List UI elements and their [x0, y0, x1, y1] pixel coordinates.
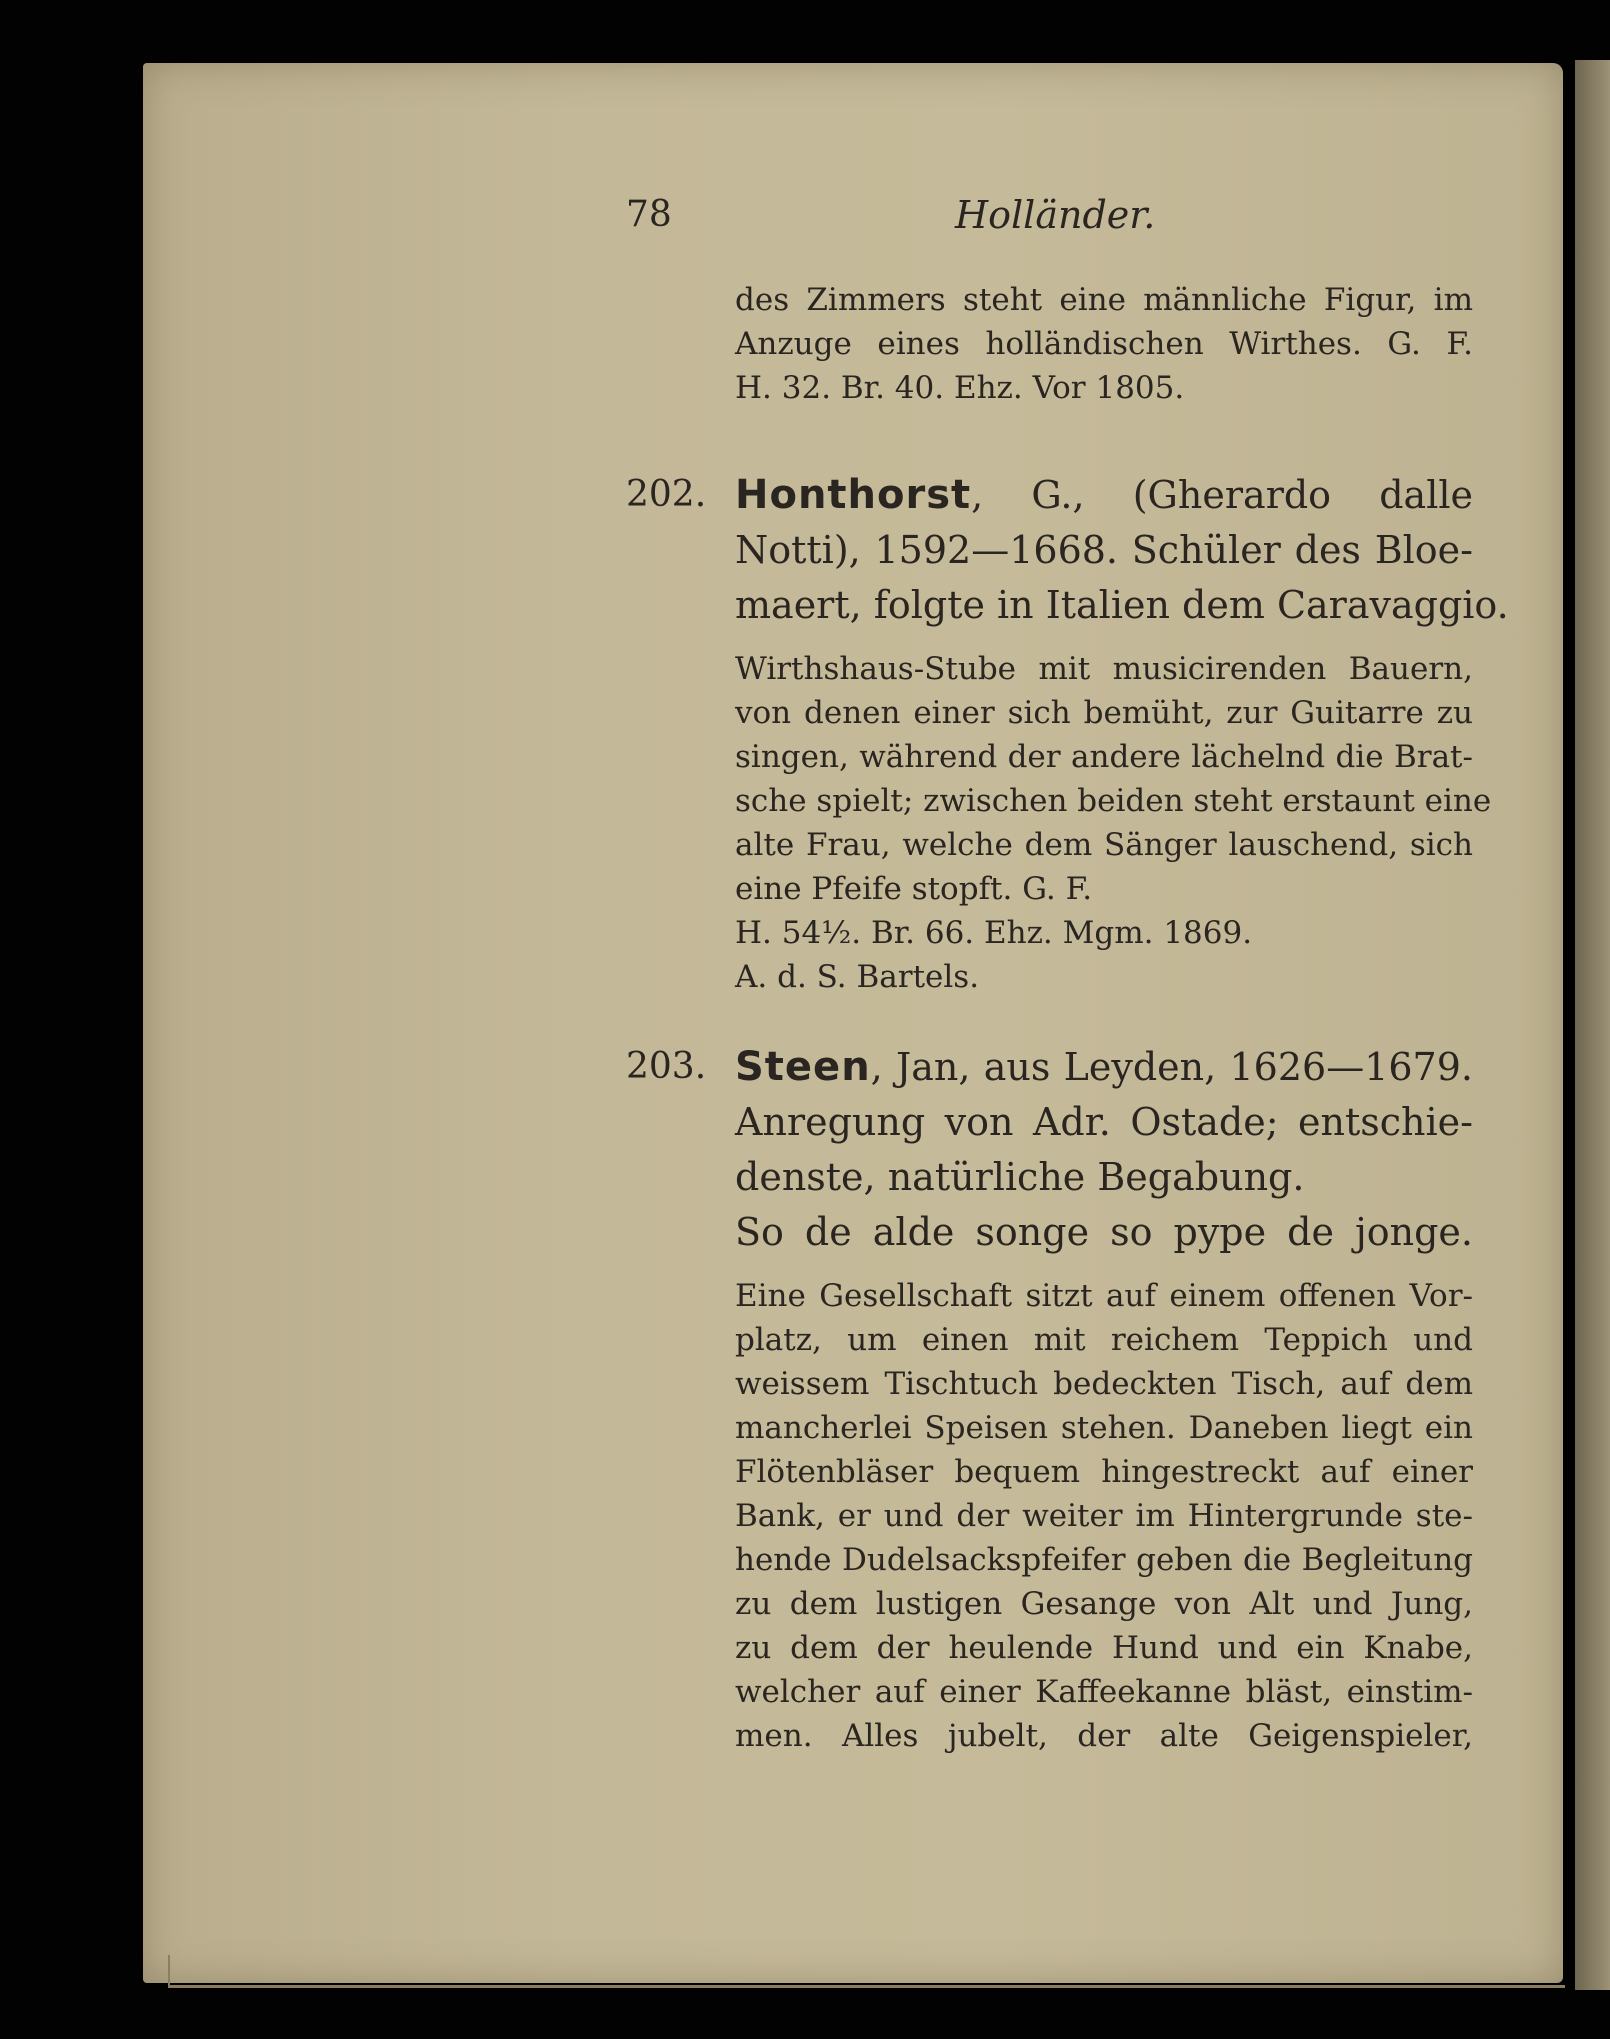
text-line: A. d. S. Bartels. [735, 959, 980, 995]
heading-line: maert, folgte in Italien dem Caravaggio. [735, 583, 1509, 627]
text-line: platz, um einen mit reichem Teppich und [735, 1322, 1473, 1358]
heading-rest: , G., (Gherardo dalle [971, 473, 1473, 517]
text-line: Flötenbläser bequem hingestreckt auf einer [735, 1454, 1473, 1490]
text-line: Bank, er und der weiter im Hintergrunde ste- [735, 1498, 1473, 1534]
text-line: hende Dudelsackspfeifer geben die Begleitung [735, 1542, 1473, 1578]
heading-line [735, 468, 1473, 523]
page-number: 78 [626, 194, 672, 235]
page-stack-bottom [168, 1955, 1565, 1988]
running-title: Holländer. [955, 193, 1156, 237]
entry-number-203: 203. [626, 1046, 707, 1087]
entry-number-202: 202. [626, 474, 707, 515]
heading-line: Anregung von Adr. Ostade; entschie- [735, 1100, 1473, 1144]
heading-rest: , Jan, aus Leyden, 1626—1679. [870, 1045, 1473, 1089]
motto-line: So de alde songe so pype de jonge. [735, 1210, 1473, 1254]
text-line: eine Pfeife stopft. G. F. [735, 871, 1093, 907]
heading-line [735, 1040, 1473, 1095]
entry-description [735, 1274, 1473, 1758]
entry-202 [735, 468, 1509, 999]
text-line: men. Alles jubelt, der alte Geigenspieler, [735, 1718, 1473, 1754]
facing-page-edge [1575, 60, 1610, 1990]
text-line: zu dem der heulende Hund und ein Knabe, [735, 1630, 1473, 1666]
text-line: mancherlei Speisen stehen. Daneben liegt ein [735, 1410, 1473, 1446]
text-line: welcher auf einer Kaffeekanne bläst, einstim- [735, 1674, 1473, 1710]
text-line: sche spielt; zwischen beiden steht erstaunt eine [735, 783, 1492, 819]
entry-description [735, 647, 1492, 999]
text-line: weissem Tischtuch bedeckten Tisch, auf dem [735, 1366, 1473, 1402]
entry-heading [735, 1040, 1473, 1260]
text-line: Wirthshaus-Stube mit musicirenden Bauern, [735, 651, 1473, 687]
heading-line: denste, natürliche Begabung. [735, 1155, 1305, 1199]
text-line: H. 54½. Br. 66. Ehz. Mgm. 1869. [735, 915, 1253, 951]
heading-line: Notti), 1592—1668. Schüler des Bloe- [735, 528, 1473, 572]
text-line: zu dem lustigen Gesange von Alt und Jung, [735, 1586, 1473, 1622]
text-line: alte Frau, welche dem Sänger lauschend, sich [735, 827, 1473, 863]
entry-203 [735, 1040, 1473, 1758]
text-line: Eine Gesellschaft sitzt auf einem offenen Vor- [735, 1278, 1473, 1314]
text-line: singen, während der andere lächelnd die Brat- [735, 739, 1473, 775]
artist-name: Steen [735, 1044, 871, 1090]
continuation-text [735, 278, 1473, 410]
artist-name: Honthorst [735, 472, 972, 518]
text-line: Anzuge eines holländischen Wirthes. G. F. [735, 326, 1473, 362]
text-line: H. 32. Br. 40. Ehz. Vor 1805. [735, 370, 1185, 406]
entry-heading [735, 468, 1509, 633]
text-line: von denen einer sich bemüht, zur Guitarre zu [735, 695, 1473, 731]
text-line: des Zimmers steht eine männliche Figur, im [735, 282, 1473, 318]
